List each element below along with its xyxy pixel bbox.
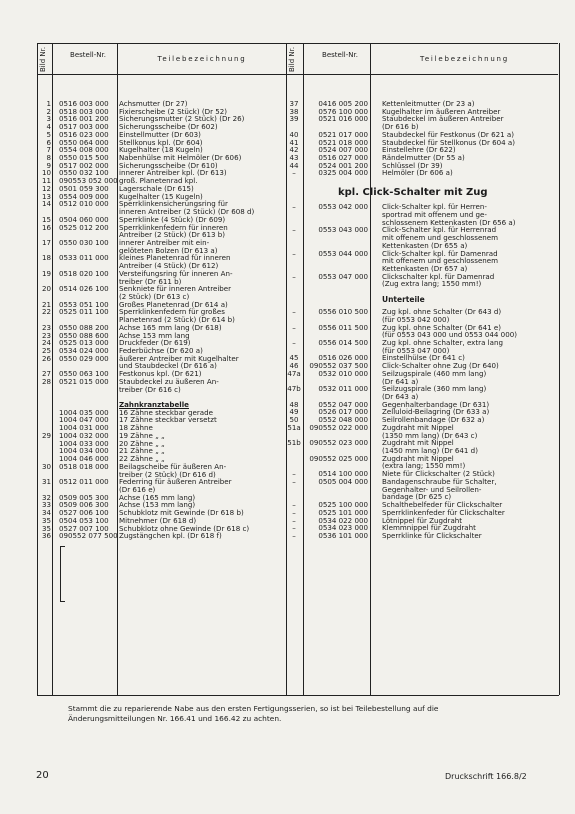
description: (Dr 643 a)	[382, 392, 419, 401]
description: Druckfeder (Dr 619)	[119, 338, 191, 348]
bild-nr: 10	[41, 168, 51, 178]
bestell-nr: 0521 017 000	[318, 129, 368, 139]
description: Sperrklinkenfedern für inneren	[119, 222, 228, 232]
description: Federring für äußeren Antreiber	[119, 477, 232, 487]
description: Klemmnippel für Zugdraht	[382, 523, 476, 533]
bestell-nr: 0553 047 000	[318, 271, 368, 281]
bestell-nr: 0525 101 000	[318, 507, 368, 517]
description: Lötnippel für Zugdraht	[382, 515, 463, 525]
description: Zugdraht mit Nippel	[382, 422, 454, 432]
bestell-nr: 090552 022 000	[309, 422, 368, 432]
description: Schubklotz ohne Gewinde (Dr 618 c)	[119, 523, 250, 533]
description: Mitnehmer (Dr 618 d)	[119, 515, 197, 525]
description: Kugelhalter (18 Kugeln)	[119, 145, 203, 155]
bestell-nr: 0550 088 200	[59, 322, 109, 332]
description: Achse 165 mm lang (Dr 618)	[119, 322, 222, 332]
bestell-nr: 0516 027 000	[318, 153, 368, 163]
bestell-nr: 0325 004 000	[318, 168, 368, 178]
right-header	[286, 43, 558, 75]
description: sportrad mit offenem und ge-	[382, 209, 487, 219]
bild-nr: 23	[41, 330, 51, 340]
bestell-nr: 0550 015 500	[59, 153, 109, 163]
bestell-nr: 0553 043 000	[318, 225, 368, 235]
bild-nr: 28	[41, 376, 51, 386]
description: Gegenhalterbandage (Dr 631)	[382, 399, 490, 409]
bestell-nr: 0526 017 000	[318, 407, 368, 417]
bild-nr: –	[292, 168, 296, 178]
bestell-nr: 0550 032 100	[59, 168, 109, 178]
description: Großes Planetenrad (Dr 614 a)	[119, 299, 228, 309]
right-parts-list-mid	[286, 203, 558, 288]
bild-nr: 2	[46, 106, 51, 116]
description: Gegenhalter- und Seilrollen-	[382, 484, 482, 494]
bild-nr: –	[292, 500, 296, 510]
bestell-nr: 0532 011 000	[318, 384, 368, 394]
description: Zugdraht mit Nippel	[382, 438, 454, 448]
description: Achsmutter (Dr 27)	[119, 99, 188, 108]
description: Achse (165 mm lang)	[119, 492, 196, 502]
bild-nr: –	[292, 476, 296, 486]
right-parts-list-bottom	[286, 308, 558, 540]
teilebezeichnung-header: Teilebezeichnung	[157, 55, 247, 63]
bestell-nr: 0521 015 000	[59, 376, 109, 386]
description: Kugelhalter im äußeren Antreiber	[382, 106, 501, 116]
bild-nr: 44	[289, 160, 299, 170]
bestell-nr: 0524 007 000	[318, 145, 368, 155]
bild-nr: 15	[41, 214, 51, 224]
parts-row	[286, 370, 558, 378]
bestell-nr: 1004 033 000	[59, 438, 109, 448]
description: Einstellhülse (Dr 641 c)	[382, 353, 465, 363]
description: (Zug extra lang; 1550 mm!)	[382, 279, 482, 289]
description: 18 Zähne	[119, 423, 153, 433]
description: 22 Zähne „ „	[119, 454, 165, 464]
bestell-nr: 0501 059 300	[59, 183, 109, 193]
bestell-nr: 0534 024 000	[59, 346, 109, 355]
parts-row	[286, 115, 558, 123]
bild-nr: 35	[41, 523, 51, 533]
bild-nr: 17	[41, 237, 51, 247]
bild-nr: 50	[289, 415, 299, 425]
bild-nr: 26	[41, 353, 51, 363]
bild-nr: –	[292, 337, 296, 347]
bild-nr: 25	[41, 346, 51, 355]
description: Federbüchse (Dr 620 a)	[119, 346, 203, 355]
bestell-nr: 090552 077 500	[59, 531, 118, 541]
description: Helmöler (Dr 606 a)	[382, 168, 453, 178]
bild-nr: 36	[41, 531, 51, 541]
description: Sperrklinkensicherungsring für	[119, 199, 228, 209]
bild-nr: 31	[41, 477, 51, 487]
bestell-nr: 0525 012 200	[59, 222, 109, 232]
bestell-nr: 0553 044 000	[318, 248, 368, 258]
bild-nr: –	[292, 248, 296, 258]
bild-nr: 21	[41, 299, 51, 309]
bild-nr: 34	[41, 508, 51, 518]
bild-nr: 12	[41, 183, 51, 193]
description: Sicherungsmutter (2 Stück) (Dr 26)	[119, 114, 245, 124]
description: Zugstängchen kpl. (Dr 618 f)	[119, 531, 222, 541]
bestell-nr: 0525 011 100	[59, 307, 109, 317]
right-parts-list-top	[286, 100, 558, 177]
description: Achse (153 mm lang)	[119, 500, 196, 510]
bestell-nr: 0556 011 500	[318, 322, 368, 332]
bild-nr: 18	[41, 253, 51, 263]
description: treiber (2 Stück) (Dr 616 d)	[119, 469, 216, 479]
description: (für 0553 047 000)	[382, 345, 450, 355]
description: Schlüssel (Dr 39)	[382, 160, 443, 170]
parts-row	[37, 386, 287, 394]
bestell-nr: 0553 042 000	[318, 202, 368, 212]
bild-nr: –	[292, 469, 296, 479]
description: treiber (Dr 616 c)	[119, 384, 181, 394]
bestell-nr: 0516 001 200	[59, 114, 109, 124]
description: Zelluloid-Beilagring (Dr 633 a)	[382, 407, 490, 417]
bestell-nr: 0550 088 600	[59, 330, 109, 340]
bestell-nr: 0576 100 000	[318, 106, 368, 116]
description: Schubklotz mit Gewinde (Dr 618 b)	[119, 508, 244, 518]
description: 19 Zähne „ „	[119, 430, 165, 440]
description: Sperrklinke (4 Stück) (Dr 609)	[119, 214, 226, 224]
bestell-nr: 1004 032 000	[59, 430, 109, 440]
bild-nr: 39	[289, 114, 299, 124]
bestell-nr: 0553 051 100	[59, 299, 109, 309]
bestell-nr: 0552 047 000	[318, 399, 368, 409]
bild-nr: 3	[46, 114, 51, 124]
bestell-nr: 0527 007 100	[59, 523, 109, 533]
description: Kettenleitmutter (Dr 23 a)	[382, 99, 475, 108]
bestell-nr: 0550 063 100	[59, 369, 109, 379]
bild-nr: 11	[41, 176, 51, 186]
description: Zug kpl. ohne Schalter (Dr 641 e)	[382, 322, 502, 332]
left-column	[37, 43, 287, 540]
description: Stellkonus kpl. (Dr 604)	[119, 137, 203, 147]
description: 20 Zähne „ „	[119, 438, 165, 448]
bestell-nr: 0512 011 000	[59, 477, 109, 487]
left-header	[37, 43, 287, 75]
description: mit offenem und geschlossenem	[382, 233, 499, 243]
description: Zahnkranztabelle	[119, 400, 189, 410]
bestell-nr: 0527 006 100	[59, 508, 109, 518]
bild-nr: –	[292, 515, 296, 525]
bestell-nr: 0509 006 300	[59, 500, 109, 510]
description: Seilzugspirale (460 mm lang)	[382, 368, 487, 378]
description: Kettenkasten (Dr 657 a)	[382, 263, 468, 273]
description: schlossenem Kettenkasten (Dr 656 a)	[382, 217, 516, 227]
description: äußerer Antreiber mit Kugelhalter	[119, 353, 239, 363]
description: inneren Antreiber (2 Stück) (Dr 608 d)	[119, 207, 255, 217]
left-parts-list	[37, 100, 287, 540]
bestell-nr: 0556 014 500	[318, 337, 368, 347]
page-number: 20	[36, 770, 49, 781]
parts-row	[37, 532, 287, 540]
bild-nr: –	[292, 507, 296, 517]
description: 21 Zähne „ „	[119, 446, 165, 456]
bestell-nr: 0521 016 000	[318, 114, 368, 124]
bestell-nr: 0554 008 000	[59, 145, 109, 155]
bild-nr: 8	[46, 153, 51, 163]
bestell-nr: 0516 026 000	[318, 353, 368, 363]
parts-row	[286, 385, 558, 393]
description: Achse 153 mm lang	[119, 330, 190, 340]
bild-nr: 5	[46, 129, 51, 139]
bild-nr: 32	[41, 492, 51, 502]
bild-nr: 45	[289, 353, 299, 363]
bestell-nr: 0550 029 000	[59, 353, 109, 363]
bild-nr: 51a	[287, 422, 301, 432]
description: Zugdraht mit Nippel	[382, 453, 454, 463]
description: (extra lang; 1550 mm!)	[382, 461, 466, 471]
description: Sperrklinkenfeder für Clickschalter	[382, 507, 505, 517]
bild-nr: 48	[289, 399, 299, 409]
description: Festkonus kpl. (Dr 621)	[119, 369, 202, 379]
bestell-nr: 090552 025 000	[309, 453, 368, 463]
description: Staubdeckel im äußeren Antreiber	[382, 114, 504, 124]
footnote: Stammt die zu reparierende Nabe aus den ersten Fertigungsserien, so ist bei Teilebestellung auf die Änderungsmitteilungen Nr. 166.41 und 166.42 zu achten.	[68, 704, 439, 723]
description: Antreiber (4 Stück) (Dr 612)	[119, 261, 219, 271]
bestell-nr: 0504 060 000	[59, 214, 109, 224]
right-column	[286, 43, 558, 540]
bestell-nr: 0550 064 000	[59, 137, 109, 147]
bild-nr: 46	[289, 361, 299, 371]
description: Zug kpl. ohne Schalter, extra lang	[382, 337, 503, 347]
description: 17 Zähne steckbar versetzt	[119, 415, 217, 425]
bild-nr: 30	[41, 461, 51, 471]
bestell-nr: 0517 003 000	[59, 122, 109, 132]
description: 16 Zähne steckbar gerade	[119, 407, 213, 417]
bestell-nr: 0416 005 200	[318, 99, 368, 108]
description: Fixierscheibe (2 Stück) (Dr 52)	[119, 106, 228, 116]
bild-nr: 40	[289, 129, 299, 139]
bestell-nr: 0521 018 000	[318, 137, 368, 147]
bestell-nr: 0517 002 000	[59, 160, 109, 170]
bestell-nr: 0514 100 000	[318, 469, 368, 479]
bestell-nr: 0525 100 000	[318, 500, 368, 510]
description: Click-Schalter ohne Zug (Dr 640)	[382, 361, 499, 371]
description: Sperrklinke für Clickschalter	[382, 530, 482, 540]
bestell-nr-header-right: Bestell-Nr.	[322, 51, 358, 59]
bild-nr: 27	[41, 369, 51, 379]
description: (für 0553 043 000 und 0553 044 000)	[382, 330, 517, 340]
description: Lagerschale (Dr 615)	[119, 183, 194, 193]
bestell-nr: 0533 011 000	[59, 253, 109, 263]
description: mit offenem und geschlossenem	[382, 256, 499, 266]
bestell-nr: 0552 048 000	[318, 415, 368, 425]
description: Einstellehre (Dr 622)	[382, 145, 456, 155]
druckschrift-label: Druckschrift 166.8/2	[445, 772, 527, 781]
bild-nr: 42	[289, 145, 299, 155]
bild-nr-header: Bild Nr.	[39, 46, 47, 72]
bild-nr: –	[292, 307, 296, 317]
bestell-nr: 1004 035 000	[59, 407, 109, 417]
bild-nr: –	[292, 271, 296, 281]
bestell-nr: 1004 046 000	[59, 454, 109, 464]
description: (1450 mm lang) (Dr 641 d)	[382, 446, 478, 456]
bestell-nr: 0534 022 000	[318, 515, 368, 525]
bestell-nr-header: Bestell-Nr.	[70, 51, 106, 59]
bild-nr: 51b	[287, 438, 301, 448]
bestell-nr: 0550 030 100	[59, 237, 109, 247]
bild-nr: 20	[41, 284, 51, 294]
bild-nr: 6	[46, 137, 51, 147]
bestell-nr: 0516 023 000	[59, 129, 109, 139]
description: kleines Planetenrad für inneren	[119, 253, 231, 263]
bestell-nr: 0509 005 300	[59, 492, 109, 502]
description: Planetenrad (2 Stück) (Dr 614 b)	[119, 315, 235, 325]
bestell-nr: 0525 013 000	[59, 338, 109, 348]
bestell-nr: 0524 001 200	[318, 160, 368, 170]
bestell-nr: 1004 034 000	[59, 446, 109, 456]
bild-nr: 47a	[287, 368, 301, 378]
bild-nr: 38	[289, 106, 299, 116]
description: Staubdeckel für Stellkonus (Dr 604 a)	[382, 137, 516, 147]
bild-nr: 9	[46, 160, 51, 170]
description: Nabenhülse mit Helmöler (Dr 606)	[119, 153, 242, 163]
description: Seilzugspirale (360 mm lang)	[382, 384, 487, 394]
description: Antreiber (2 Stück) (Dr 613 b)	[119, 230, 226, 240]
description: innerer Antreiber kpl. (Dr 613)	[119, 168, 227, 178]
bestell-nr: 0518 003 000	[59, 106, 109, 116]
bestell-nr: 090552 023 000	[309, 438, 368, 448]
bild-nr: 13	[41, 191, 51, 201]
description: (Dr 641 a)	[382, 376, 419, 386]
description: Click-Schalter kpl. für Herrenrad	[382, 225, 497, 235]
description: Clickschalter kpl. für Damenrad	[382, 271, 495, 281]
description: Seilrollenbandage (Dr 632 a)	[382, 415, 485, 425]
bestell-nr: 0532 010 000	[318, 368, 368, 378]
bestell-nr: 0516 003 000	[59, 99, 109, 108]
zahnkranz-bracket	[60, 546, 65, 602]
description: Beilagscheibe für äußeren An-	[119, 461, 227, 471]
teilebezeichnung-header-right: Teilebezeichnung	[419, 55, 510, 63]
description: Versteifungsring für inneren An-	[119, 268, 233, 278]
description: treiber (Dr 611 b)	[119, 276, 182, 286]
right-outer-rule	[559, 43, 560, 695]
description: (1350 mm lang) (Dr 643 c)	[382, 430, 478, 440]
description: Click-Schalter kpl. für Damenrad	[382, 248, 498, 258]
description: innerer Antreiber mit ein-	[119, 237, 210, 247]
parts-row	[37, 478, 287, 486]
description: Staubdeckel zu äußeren An-	[119, 376, 219, 386]
description: Kettenkasten (Dr 655 a)	[382, 240, 468, 250]
description: und Staubdeckel (Dr 616 a)	[119, 361, 217, 371]
description: Niete für Clickschalter (2 Stück)	[382, 469, 495, 479]
description: Rändelmutter (Dr 55 a)	[382, 153, 465, 163]
bild-nr: –	[292, 322, 296, 332]
bild-nr: 7	[46, 145, 51, 155]
description: Bandagenschraube für Schalter,	[382, 476, 497, 486]
bild-nr: 22	[41, 307, 51, 317]
bild-nr: 43	[289, 153, 299, 163]
click-schalter-heading: kpl. Click-Schalter mit Zug	[338, 187, 488, 199]
bild-nr: –	[292, 202, 296, 212]
description: (2 Stück) (Dr 613 c)	[119, 291, 190, 301]
description: bandage (Dr 625 c)	[382, 492, 452, 502]
bestell-nr: 1004 047 000	[59, 415, 109, 425]
parts-row	[286, 169, 558, 177]
bild-nr: 49	[289, 407, 299, 417]
bestell-nr: 1004 031 000	[59, 423, 109, 433]
description: groß. Planetenrad kpl.	[119, 176, 198, 186]
bestell-nr: 0505 004 000	[318, 476, 368, 486]
bestell-nr: 0512 010 000	[59, 199, 109, 209]
bild-nr: –	[292, 530, 296, 540]
description: Staubdeckel für Festkonus (Dr 621 a)	[382, 129, 514, 139]
description: Sicherungsscheibe (Dr 602)	[119, 122, 218, 132]
bild-nr: 29	[41, 430, 51, 440]
parts-row	[286, 532, 558, 540]
bild-nr: 35	[41, 515, 51, 525]
bild-nr: 33	[41, 500, 51, 510]
bild-nr: 16	[41, 222, 51, 232]
description: (für 0553 042 000)	[382, 314, 450, 324]
bild-nr: 23	[41, 322, 51, 332]
description: Click-Schalter kpl. für Herren-	[382, 202, 487, 212]
bestell-nr: 0534 023 000	[318, 523, 368, 533]
description: Zug kpl. ohne Schalter (Dr 643 d)	[382, 307, 502, 317]
bild-nr: 24	[41, 338, 51, 348]
description: Kugelhalter (15 Kugeln)	[119, 191, 203, 201]
bild-nr: 19	[41, 268, 51, 278]
bestell-nr: 0556 010 500	[318, 307, 368, 317]
table-bottom-rule	[37, 695, 559, 696]
description: Einstellmutter (Dr 603)	[119, 129, 201, 139]
description: (Dr 616 e)	[119, 484, 156, 494]
bestell-nr: 0514 026 100	[59, 284, 109, 294]
unterteile-heading: Unterteile	[382, 295, 425, 305]
bestell-nr: 0518 018 000	[59, 461, 109, 471]
bestell-nr: 0536 101 000	[318, 530, 368, 540]
bestell-nr: 0518 020 100	[59, 268, 109, 278]
description: Sperrklinkenfedern für großes	[119, 307, 225, 317]
bild-nr: 1	[46, 99, 51, 108]
bild-nr: 37	[289, 99, 299, 108]
description: Sicherungsscheibe (Dr 610)	[119, 160, 218, 170]
description: Schalthebelfeder für Clickschalter	[382, 500, 503, 510]
bild-nr: –	[292, 225, 296, 235]
bild-nr: 4	[46, 122, 51, 132]
bild-nr: 47b	[287, 384, 301, 394]
parts-row	[286, 280, 558, 288]
bild-nr: –	[292, 523, 296, 533]
bild-nr: 41	[289, 137, 299, 147]
bestell-nr: 0504 053 100	[59, 515, 109, 525]
bild-nr: 14	[41, 199, 51, 209]
bild-nr-header-right: Bild Nr.	[288, 46, 296, 72]
description: gelöteten Bolzen (Dr 613 a)	[119, 245, 218, 255]
bestell-nr: 0554 009 000	[59, 191, 109, 201]
bestell-nr: 090553 052 000	[59, 176, 118, 186]
description: (Dr 616 b)	[382, 122, 419, 132]
bestell-nr: 090552 037 500	[309, 361, 368, 371]
description: Senkniete für inneren Antreiber	[119, 284, 232, 294]
